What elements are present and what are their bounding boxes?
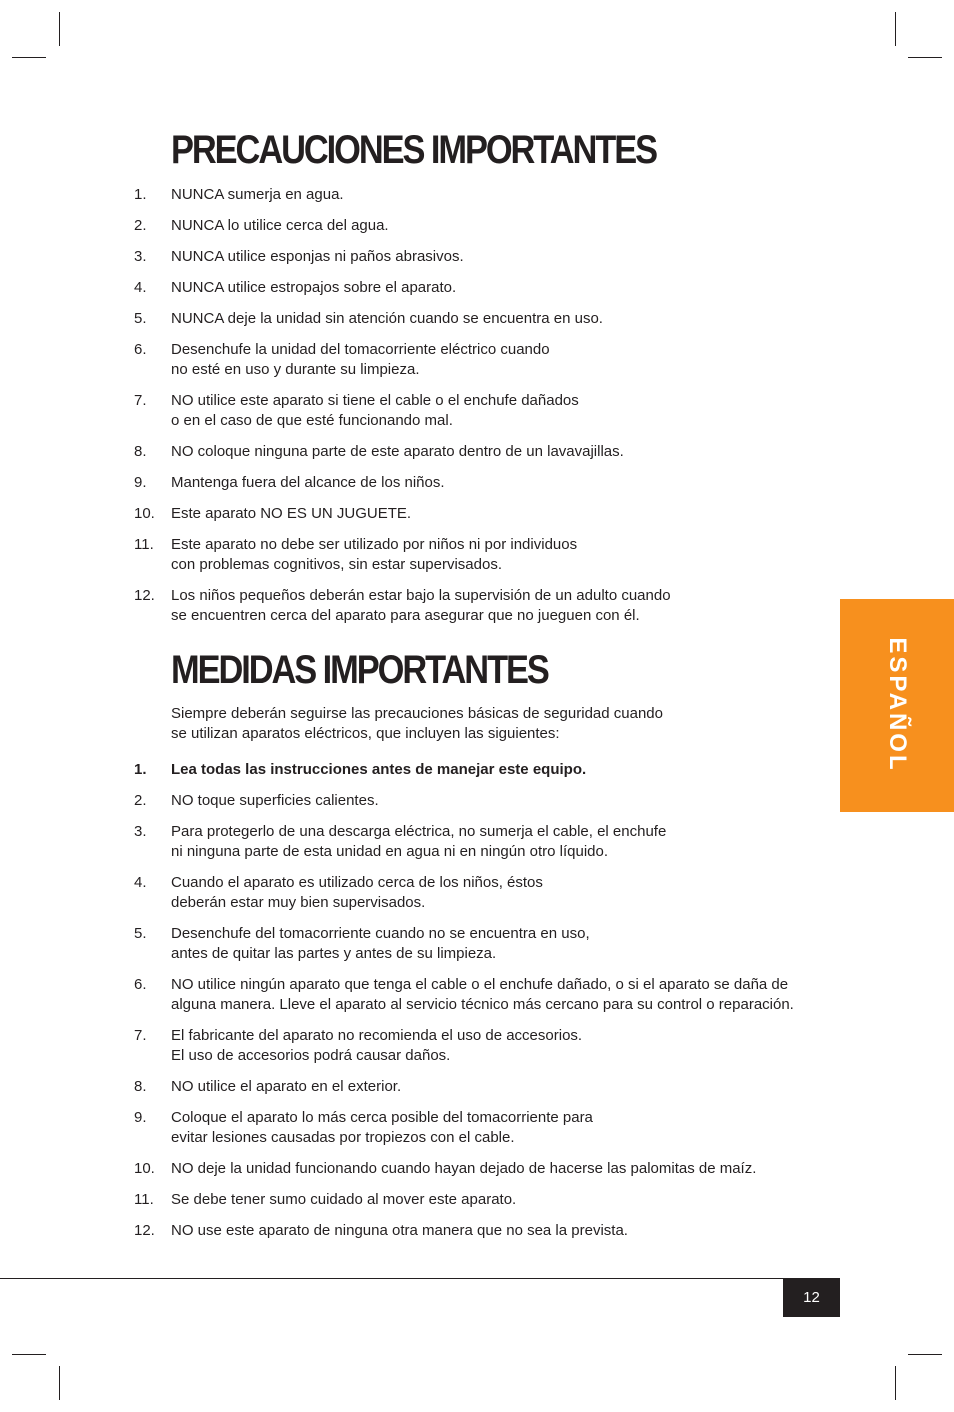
list-item (0, 473, 671, 493)
language-tab (840, 599, 954, 812)
list-item (0, 442, 671, 462)
crop-mark (908, 1354, 942, 1355)
item-text: El fabricante del aparato no recomienda el uso de accesorios. El uso de accesorios podrá causar daños. (171, 1027, 583, 1064)
crop-mark (908, 57, 942, 58)
item-text: NO toque superficies calientes. (171, 792, 379, 809)
crop-mark (12, 1354, 46, 1355)
item-number: 4. (134, 279, 147, 296)
item-number: 10. (134, 505, 155, 522)
item-number: 5. (134, 310, 147, 327)
item-number: 12. (134, 587, 155, 604)
item-text: NO utilice este aparato si tiene el cable o el enchufe dañados o en el caso de que esté funcionando mal. (171, 392, 579, 429)
item-text: NO coloque ninguna parte de este aparato dentro de un lavavajillas. (171, 443, 624, 460)
item-text: Lea todas las instrucciones antes de manejar este equipo. (171, 761, 587, 778)
item-number: 5. (134, 925, 147, 942)
list-item (0, 1159, 794, 1179)
language-tab-label: ESPAÑOL (884, 637, 911, 773)
list-item (0, 1108, 794, 1148)
item-number: 12. (134, 1222, 155, 1239)
item-text: NUNCA utilice estropajos sobre el aparato. (171, 279, 457, 296)
crop-mark (895, 1366, 896, 1400)
crop-mark (895, 12, 896, 46)
page-number: 12 (783, 1278, 840, 1317)
precauciones-heading: PRECAUCIONES IMPORTANTES (171, 128, 656, 172)
item-text: NUNCA deje la unidad sin atención cuando se encuentra en uso. (171, 310, 603, 327)
list-item (0, 247, 671, 267)
list-item (0, 1221, 794, 1241)
item-text: Cuando el aparato es utilizado cerca de los niños, éstos deberán estar muy bien supervisados. (171, 874, 543, 911)
crop-mark (12, 57, 46, 58)
item-number: 4. (134, 874, 147, 891)
list-item (0, 924, 794, 964)
item-text: NO use este aparato de ninguna otra manera que no sea la prevista. (171, 1222, 628, 1239)
item-number: 8. (134, 1078, 147, 1095)
list-item (0, 309, 671, 329)
item-number: 10. (134, 1160, 155, 1177)
item-text: NO utilice el aparato en el exterior. (171, 1078, 402, 1095)
item-number: 11. (134, 536, 154, 553)
item-number: 1. (134, 186, 147, 203)
item-text: Mantenga fuera del alcance de los niños. (171, 474, 445, 491)
item-number: 3. (134, 823, 147, 840)
list-item (0, 873, 794, 913)
item-text: Los niños pequeños deberán estar bajo la supervisión de un adulto cuando se encuentren cerca del aparato para asegurar que no jueguen con él. (171, 587, 671, 624)
item-number: 7. (134, 392, 147, 409)
item-text: Este aparato NO ES UN JUGUETE. (171, 505, 412, 522)
item-number: 6. (134, 341, 147, 358)
item-text: Este aparato no debe ser utilizado por niños ni por individuos con problemas cognitivos, sin estar supervisados. (171, 536, 578, 573)
list-item (0, 504, 671, 524)
crop-mark (59, 12, 60, 46)
list-item (0, 586, 671, 626)
item-number: 2. (134, 792, 147, 809)
item-text: Coloque el aparato lo más cerca posible del tomacorriente para evitar lesiones causadas por tropiezos con el cable. (171, 1109, 593, 1146)
item-text: Desenchufe la unidad del tomacorriente eléctrico cuando no esté en uso y durante su limpieza. (171, 341, 550, 378)
list-item (0, 185, 671, 205)
list-item (0, 535, 671, 575)
item-number: 3. (134, 248, 147, 265)
medidas-heading: MEDIDAS IMPORTANTES (171, 648, 548, 692)
list-item (0, 822, 794, 862)
list-item (0, 975, 794, 1015)
item-number: 9. (134, 474, 147, 491)
list-item (0, 1190, 794, 1210)
precauciones-list (0, 185, 671, 626)
item-text: NUNCA lo utilice cerca del agua. (171, 217, 389, 234)
footer-divider (0, 1278, 840, 1279)
crop-mark (59, 1366, 60, 1400)
list-item (0, 791, 794, 811)
list-item (0, 760, 794, 780)
item-text: NUNCA sumerja en agua. (171, 186, 344, 203)
item-text: NUNCA utilice esponjas ni paños abrasivos. (171, 248, 464, 265)
list-item (0, 1026, 794, 1066)
item-number: 1. (134, 761, 147, 778)
item-number: 8. (134, 443, 147, 460)
medidas-list (0, 760, 794, 1241)
list-item (0, 216, 671, 236)
list-item (0, 340, 671, 380)
item-number: 11. (134, 1191, 154, 1208)
list-item (0, 1077, 794, 1097)
item-text: Desenchufe del tomacorriente cuando no se encuentra en uso, antes de quitar las partes y antes de su limpieza. (171, 925, 590, 962)
item-text: NO utilice ningún aparato que tenga el cable o el enchufe dañado, o si el aparato se daña de alguna manera. Lleve el aparato al servicio técnico más cercano para su control o reparación. (171, 976, 794, 1013)
list-item (0, 278, 671, 298)
item-number: 2. (134, 217, 147, 234)
item-number: 7. (134, 1027, 147, 1044)
list-item (0, 391, 671, 431)
item-text: Se debe tener sumo cuidado al mover este aparato. (171, 1191, 517, 1208)
item-number: 6. (134, 976, 147, 993)
item-text: Para protegerlo de una descarga eléctrica, no sumerja el cable, el enchufe ni ninguna parte de esta unidad en agua ni en ningún otro líquido. (171, 823, 667, 860)
item-number: 9. (134, 1109, 147, 1126)
medidas-intro: Siempre deberán seguirse las precauciones básicas de seguridad cuando se utilizan aparatos eléctricos, que incluyen las siguientes: (171, 705, 663, 742)
item-text: NO deje la unidad funcionando cuando hayan dejado de hacerse las palomitas de maíz. (171, 1160, 757, 1177)
